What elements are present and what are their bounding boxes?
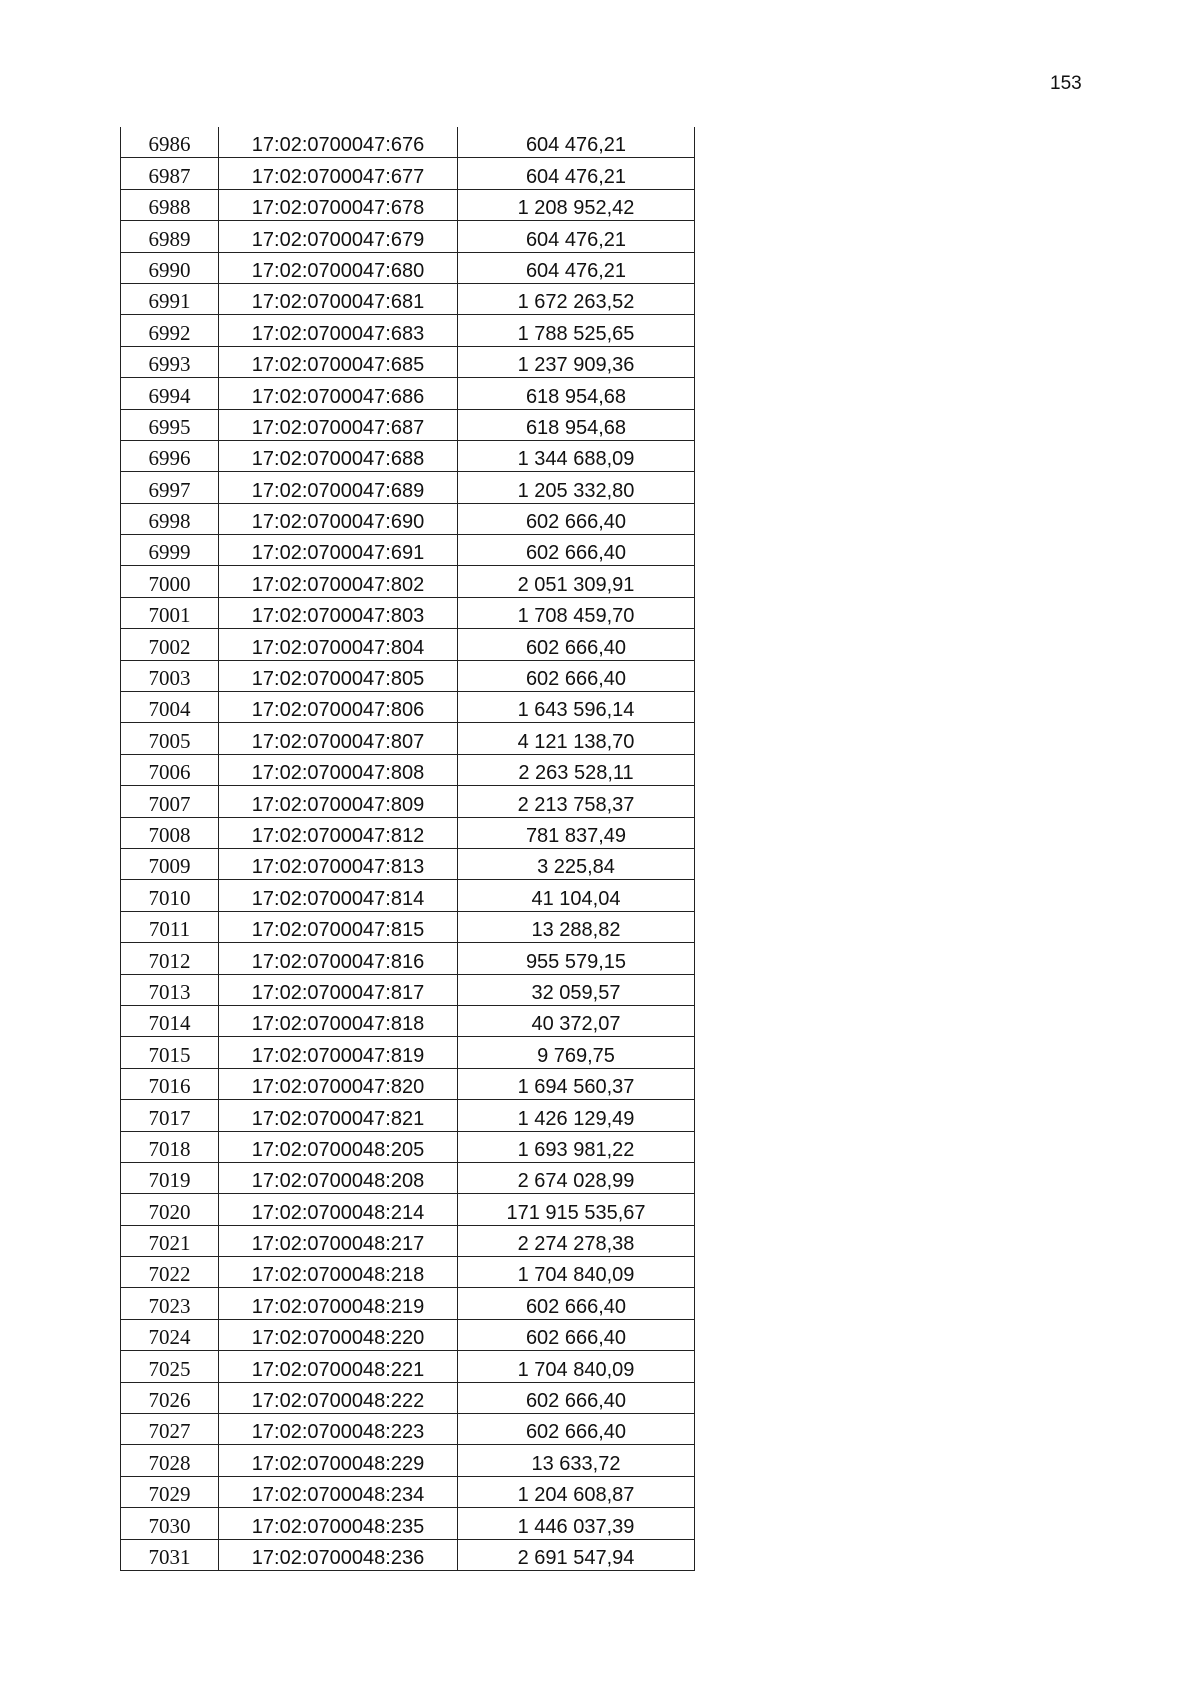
cadastral-value-cell: 2 051 309,91 xyxy=(458,566,695,597)
table-row xyxy=(121,597,695,628)
cadastral-number-cell: 17:02:0700048:217 xyxy=(219,1225,458,1256)
row-number-cell: 6999 xyxy=(121,535,219,566)
cadastral-number-cell: 17:02:0700048:236 xyxy=(219,1539,458,1570)
page-number: 153 xyxy=(1050,73,1082,94)
cadastral-value-cell: 32 059,57 xyxy=(458,974,695,1005)
table-row xyxy=(121,1068,695,1099)
cadastral-number-cell: 17:02:0700047:691 xyxy=(219,535,458,566)
row-number-cell: 6993 xyxy=(121,346,219,377)
cadastral-value-cell: 1 704 840,09 xyxy=(458,1351,695,1382)
table-row xyxy=(121,1131,695,1162)
cadastral-number-cell: 17:02:0700047:813 xyxy=(219,848,458,879)
cadastral-number-cell: 17:02:0700047:680 xyxy=(219,252,458,283)
row-number-cell: 7027 xyxy=(121,1414,219,1445)
table-row xyxy=(121,1414,695,1445)
row-number-cell: 7018 xyxy=(121,1131,219,1162)
table-row xyxy=(121,1225,695,1256)
cadastral-value-cell: 604 476,21 xyxy=(458,127,695,158)
cadastral-value-cell: 955 579,15 xyxy=(458,943,695,974)
row-number-cell: 7008 xyxy=(121,817,219,848)
cadastral-number-cell: 17:02:0700048:229 xyxy=(219,1445,458,1476)
row-number-cell: 6991 xyxy=(121,283,219,314)
table-row xyxy=(121,817,695,848)
table-row xyxy=(121,1162,695,1193)
row-number-cell: 6987 xyxy=(121,158,219,189)
row-number-cell: 7019 xyxy=(121,1162,219,1193)
row-number-cell: 7000 xyxy=(121,566,219,597)
cadastral-value-cell: 1 237 909,36 xyxy=(458,346,695,377)
cadastral-number-cell: 17:02:0700047:689 xyxy=(219,472,458,503)
row-number-cell: 7012 xyxy=(121,943,219,974)
cadastral-number-cell: 17:02:0700048:221 xyxy=(219,1351,458,1382)
cadastral-number-cell: 17:02:0700047:802 xyxy=(219,566,458,597)
row-number-cell: 7021 xyxy=(121,1225,219,1256)
row-number-cell: 7009 xyxy=(121,848,219,879)
cadastral-value-cell: 604 476,21 xyxy=(458,221,695,252)
row-number-cell: 7020 xyxy=(121,1194,219,1225)
table-row xyxy=(121,283,695,314)
cadastral-number-cell: 17:02:0700048:234 xyxy=(219,1476,458,1507)
cadastral-value-cell: 1 708 459,70 xyxy=(458,597,695,628)
cadastral-value-cell: 602 666,40 xyxy=(458,1382,695,1413)
table-row xyxy=(121,848,695,879)
cadastral-number-cell: 17:02:0700047:676 xyxy=(219,127,458,158)
table-row xyxy=(121,1037,695,1068)
table-row xyxy=(121,127,695,158)
cadastral-number-cell: 17:02:0700048:218 xyxy=(219,1257,458,1288)
table-row xyxy=(121,974,695,1005)
cadastral-value-cell: 13 288,82 xyxy=(458,911,695,942)
cadastral-value-cell: 40 372,07 xyxy=(458,1005,695,1036)
row-number-cell: 7022 xyxy=(121,1257,219,1288)
table-row xyxy=(121,535,695,566)
table-row xyxy=(121,692,695,723)
table-row xyxy=(121,1382,695,1413)
row-number-cell: 7002 xyxy=(121,629,219,660)
cadastral-value-cell: 1 788 525,65 xyxy=(458,315,695,346)
cadastral-number-cell: 17:02:0700047:803 xyxy=(219,597,458,628)
table-row xyxy=(121,503,695,534)
cadastral-number-cell: 17:02:0700048:220 xyxy=(219,1319,458,1350)
row-number-cell: 6988 xyxy=(121,189,219,220)
cadastral-value-cell: 1 672 263,52 xyxy=(458,283,695,314)
cadastral-value-cell: 1 344 688,09 xyxy=(458,440,695,471)
cadastral-value-cell: 604 476,21 xyxy=(458,252,695,283)
cadastral-number-cell: 17:02:0700047:816 xyxy=(219,943,458,974)
row-number-cell: 6990 xyxy=(121,252,219,283)
row-number-cell: 7013 xyxy=(121,974,219,1005)
cadastral-value-cell: 602 666,40 xyxy=(458,1319,695,1350)
row-number-cell: 7011 xyxy=(121,911,219,942)
table-row xyxy=(121,221,695,252)
cadastral-value-cell: 602 666,40 xyxy=(458,1414,695,1445)
cadastral-number-cell: 17:02:0700047:807 xyxy=(219,723,458,754)
row-number-cell: 6998 xyxy=(121,503,219,534)
table-row xyxy=(121,252,695,283)
row-number-cell: 7010 xyxy=(121,880,219,911)
cadastral-value-cell: 9 769,75 xyxy=(458,1037,695,1068)
table-row xyxy=(121,1288,695,1319)
row-number-cell: 7003 xyxy=(121,660,219,691)
table-row xyxy=(121,1539,695,1570)
row-number-cell: 6995 xyxy=(121,409,219,440)
cadastral-number-cell: 17:02:0700047:821 xyxy=(219,1100,458,1131)
cadastral-number-cell: 17:02:0700048:219 xyxy=(219,1288,458,1319)
cadastral-number-cell: 17:02:0700047:805 xyxy=(219,660,458,691)
table-row xyxy=(121,158,695,189)
cadastral-value-cell: 602 666,40 xyxy=(458,503,695,534)
table-body xyxy=(121,127,695,1570)
cadastral-number-cell: 17:02:0700047:679 xyxy=(219,221,458,252)
cadastral-value-cell: 2 674 028,99 xyxy=(458,1162,695,1193)
table-row xyxy=(121,943,695,974)
cadastral-value-cell: 604 476,21 xyxy=(458,158,695,189)
table-row xyxy=(121,409,695,440)
cadastral-number-cell: 17:02:0700047:815 xyxy=(219,911,458,942)
cadastral-number-cell: 17:02:0700047:686 xyxy=(219,378,458,409)
cadastral-number-cell: 17:02:0700047:804 xyxy=(219,629,458,660)
table-row xyxy=(121,629,695,660)
cadastral-value-cell: 1 643 596,14 xyxy=(458,692,695,723)
cadastral-value-cell: 1 208 952,42 xyxy=(458,189,695,220)
cadastral-value-cell: 618 954,68 xyxy=(458,378,695,409)
cadastral-value-cell: 1 204 608,87 xyxy=(458,1476,695,1507)
cadastral-number-cell: 17:02:0700047:814 xyxy=(219,880,458,911)
table-row xyxy=(121,1100,695,1131)
cadastral-number-cell: 17:02:0700047:690 xyxy=(219,503,458,534)
table-row xyxy=(121,880,695,911)
cadastral-value-cell: 1 426 129,49 xyxy=(458,1100,695,1131)
table-row xyxy=(121,911,695,942)
cadastral-value-cell: 4 121 138,70 xyxy=(458,723,695,754)
cadastral-number-cell: 17:02:0700047:818 xyxy=(219,1005,458,1036)
cadastral-value-cell: 1 693 981,22 xyxy=(458,1131,695,1162)
row-number-cell: 7017 xyxy=(121,1100,219,1131)
cadastral-number-cell: 17:02:0700047:809 xyxy=(219,786,458,817)
cadastral-number-cell: 17:02:0700048:235 xyxy=(219,1508,458,1539)
cadastral-number-cell: 17:02:0700047:819 xyxy=(219,1037,458,1068)
cadastral-value-cell: 781 837,49 xyxy=(458,817,695,848)
cadastral-value-cell: 1 694 560,37 xyxy=(458,1068,695,1099)
table-row xyxy=(121,754,695,785)
cadastral-value-cell: 2 691 547,94 xyxy=(458,1539,695,1570)
row-number-cell: 7023 xyxy=(121,1288,219,1319)
table-row xyxy=(121,189,695,220)
table-row xyxy=(121,1005,695,1036)
table-row xyxy=(121,346,695,377)
row-number-cell: 7024 xyxy=(121,1319,219,1350)
cadastral-value-cell: 602 666,40 xyxy=(458,629,695,660)
cadastral-value-cell: 171 915 535,67 xyxy=(458,1194,695,1225)
table-row xyxy=(121,315,695,346)
table-row xyxy=(121,723,695,754)
row-number-cell: 7026 xyxy=(121,1382,219,1413)
cadastral-value-table xyxy=(120,127,695,1571)
cadastral-value-cell: 618 954,68 xyxy=(458,409,695,440)
cadastral-number-cell: 17:02:0700047:812 xyxy=(219,817,458,848)
table-row xyxy=(121,566,695,597)
cadastral-number-cell: 17:02:0700047:683 xyxy=(219,315,458,346)
row-number-cell: 7015 xyxy=(121,1037,219,1068)
cadastral-number-cell: 17:02:0700047:687 xyxy=(219,409,458,440)
cadastral-number-cell: 17:02:0700047:685 xyxy=(219,346,458,377)
table-row xyxy=(121,378,695,409)
row-number-cell: 7004 xyxy=(121,692,219,723)
table-row xyxy=(121,1445,695,1476)
cadastral-value-cell: 2 263 528,11 xyxy=(458,754,695,785)
cadastral-value-cell: 1 704 840,09 xyxy=(458,1257,695,1288)
cadastral-value-cell: 41 104,04 xyxy=(458,880,695,911)
row-number-cell: 7005 xyxy=(121,723,219,754)
cadastral-number-cell: 17:02:0700048:205 xyxy=(219,1131,458,1162)
table-row xyxy=(121,1351,695,1382)
row-number-cell: 7030 xyxy=(121,1508,219,1539)
table-row xyxy=(121,786,695,817)
cadastral-value-cell: 2 274 278,38 xyxy=(458,1225,695,1256)
cadastral-number-cell: 17:02:0700048:222 xyxy=(219,1382,458,1413)
table-row xyxy=(121,1257,695,1288)
cadastral-value-cell: 602 666,40 xyxy=(458,535,695,566)
cadastral-number-cell: 17:02:0700048:214 xyxy=(219,1194,458,1225)
cadastral-value-cell: 3 225,84 xyxy=(458,848,695,879)
row-number-cell: 7031 xyxy=(121,1539,219,1570)
row-number-cell: 6997 xyxy=(121,472,219,503)
row-number-cell: 6986 xyxy=(121,127,219,158)
cadastral-number-cell: 17:02:0700047:808 xyxy=(219,754,458,785)
cadastral-number-cell: 17:02:0700047:678 xyxy=(219,189,458,220)
cadastral-value-cell: 13 633,72 xyxy=(458,1445,695,1476)
cadastral-number-cell: 17:02:0700047:677 xyxy=(219,158,458,189)
cadastral-value-cell: 1 446 037,39 xyxy=(458,1508,695,1539)
row-number-cell: 7016 xyxy=(121,1068,219,1099)
row-number-cell: 7029 xyxy=(121,1476,219,1507)
row-number-cell: 6994 xyxy=(121,378,219,409)
cadastral-number-cell: 17:02:0700047:806 xyxy=(219,692,458,723)
cadastral-number-cell: 17:02:0700047:688 xyxy=(219,440,458,471)
cadastral-value-cell: 602 666,40 xyxy=(458,1288,695,1319)
row-number-cell: 7001 xyxy=(121,597,219,628)
cadastral-value-cell: 2 213 758,37 xyxy=(458,786,695,817)
table-row xyxy=(121,1508,695,1539)
table-row xyxy=(121,1319,695,1350)
row-number-cell: 7006 xyxy=(121,754,219,785)
table-row xyxy=(121,472,695,503)
row-number-cell: 7007 xyxy=(121,786,219,817)
cadastral-number-cell: 17:02:0700047:681 xyxy=(219,283,458,314)
row-number-cell: 7025 xyxy=(121,1351,219,1382)
table-row xyxy=(121,660,695,691)
row-number-cell: 7028 xyxy=(121,1445,219,1476)
row-number-cell: 6996 xyxy=(121,440,219,471)
cadastral-number-cell: 17:02:0700047:817 xyxy=(219,974,458,1005)
row-number-cell: 6989 xyxy=(121,221,219,252)
table-row xyxy=(121,1194,695,1225)
cadastral-value-cell: 1 205 332,80 xyxy=(458,472,695,503)
table-row xyxy=(121,1476,695,1507)
cadastral-number-cell: 17:02:0700048:223 xyxy=(219,1414,458,1445)
cadastral-value-cell: 602 666,40 xyxy=(458,660,695,691)
row-number-cell: 6992 xyxy=(121,315,219,346)
table-row xyxy=(121,440,695,471)
cadastral-number-cell: 17:02:0700047:820 xyxy=(219,1068,458,1099)
row-number-cell: 7014 xyxy=(121,1005,219,1036)
cadastral-number-cell: 17:02:0700048:208 xyxy=(219,1162,458,1193)
